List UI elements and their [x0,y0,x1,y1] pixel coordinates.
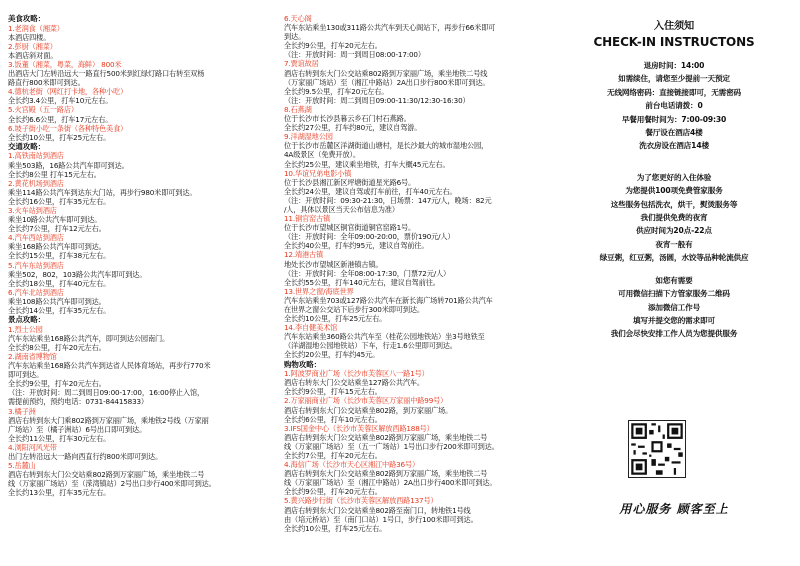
item-detail: 全长约27公里，打车约80元，建议自驾游。 [284,123,422,133]
item-detail: 汽车东站乘坐168路公共汽车到达省人民体育场站，再步行770米 [8,361,211,371]
checkin-title-en: CHECK-IN INSTRUCTONS [593,35,755,49]
item-detail: （注：开放时间：周一到周日08:00-17:00） [284,50,425,60]
item-detail: 酒店右转到东大门公交站乘802路到万家丽广场，乘坐地铁二号 [8,470,205,480]
item-title: 6.坡子街小吃一条街（各种特色美食） [8,123,128,133]
item-detail: 全长约6.6公里，打车17元左右。 [8,114,113,124]
item-title: 3.IFS国金中心（长沙市芙蓉区解放西路188号） [284,423,434,433]
item-title: 7.贾谊故居 [284,59,319,69]
item-detail: 乘坐168路公共汽车即可到达。 [8,242,106,252]
item-detail: 汽车东站乘坐168路公共汽车，即可到达公园南门。 [8,333,170,343]
item-detail: 全长约25公里，建议乘坐地铁，打车大概45元左右。 [284,159,450,169]
checkin-title: 入住须知 [653,21,695,32]
item-detail: 全长约24公里，建议自驾或打车前往，打车40元左右。 [284,186,457,196]
item-detail: 汽车东站乘坐360路公共汽车至（桂花公园地铁站）坐3号地铁至 [284,332,485,342]
item-detail: 全长约18公里，打车40元左右。 [8,278,111,288]
item-detail: （注：开放时间：全年08:00-17:30，门票72元/人） [284,268,451,278]
item-detail: 线（万家丽广场站）至（五一广场站）1号出口步行200米即可到达。 [284,441,499,451]
item-detail: 全长约14公里，打车35元左右。 [8,306,111,315]
item-detail: 乘坐503路，16路公共汽车即可到达。 [8,160,129,170]
item-detail: 全长约8公里 打车15元左右。 [8,169,101,179]
checkin-line: 无线网络密码：直接链接即可，无需密码 [607,87,741,97]
item-detail: 全长约10公里，打车25元左右。 [284,314,387,324]
checkin-line: 如需续住，请您至少提前一天预定 [618,74,730,84]
item-detail: 位于长沙市望城区铜官街道铜官窑路1号。 [284,223,416,233]
checkin-line: 可用微信扫描下方管家服务二维码 [618,289,730,299]
item-title: 6.汽车北站到酒店 [8,287,64,297]
item-detail: 乘坐114路公共汽车到达东大门站，再步行980米即可到达。 [8,187,197,197]
checkin-line [548,265,800,274]
item-detail: 广场站）至（橘子洲站）6号出口即可到达。 [8,424,147,434]
item-detail: 本酒店斜对面。 [8,50,58,60]
item-title: 2.万家丽商业广场（长沙市芙蓉区万家丽中路99号） [284,396,448,406]
item-detail: 全长约20公里，打车约45元。 [284,350,380,360]
item-title: 12.靖港古镇 [284,250,324,260]
item-detail: 全长约9公里，打车15元左右。 [284,387,382,397]
item-detail: 位于长沙市岳麓区洋湖街道山塘村，是长沙最大的城市湿地公园， [284,141,489,151]
item-title: 4.汽车西站到酒店 [8,233,64,243]
item-title: 1.烈士公园 [8,324,43,334]
item-detail: 全长约8公里，打车20元左右。 [8,342,106,352]
item-detail: 酒店右转东大门公交站乘坐127路公共汽车。 [284,378,424,388]
guide-column-middle [284,0,544,566]
item-detail: 全长约7公里，打车20元左右。 [284,451,382,460]
item-detail: （注：开放时间：09:30-21:30，日场票：147元/人，晚场：82元 [284,195,492,205]
item-detail: 线（万家丽广场站）至（湘江中路站）2A出口步行400米即可到达。 [284,478,497,488]
item-detail: 全长约9公里，打车20元左右。 [284,487,382,497]
checkin-line: 我们提供免费的夜宵 [640,213,708,223]
item-detail: 酒店右转到东大门公交站乘坐802路至南门口，转地铁1号线 [284,505,471,515]
checkin-line: 洗衣房设在酒店14楼 [639,141,709,151]
item-detail: 在世界之窗公交站下后步行300米即可到达。 [284,305,424,314]
checkin-line: 退房时间：14:00 [643,61,705,70]
item-title: 13.世界之窗/海底世界 [284,286,354,296]
item-detail: 需提前预约，预约电话：0731-84415833） [8,397,148,407]
section-heading: 交通攻略： [8,141,45,151]
item-detail: 酒店右转到东大门公交站乘坐802路到万家丽广场，乘坐地铁二号 [284,469,488,479]
item-detail: 4A级景区（免费开放）。 [284,150,360,160]
checkin-line: 这些服务包括洗衣，烘干，熨烫服务等 [610,199,738,209]
checkin-line [548,50,800,59]
item-title: 10.华谊兄弟电影小镇 [284,168,352,178]
item-title: 3.饭董（湘菜，粤菜，海鲜） 800米 [8,59,122,69]
item-detail: 酒店右转到东大门公交站乘坐802路，到万家丽广场。 [284,405,453,415]
item-title: 1.高铁南站到酒店 [8,151,64,161]
item-detail: 全长约15公里，打车38元左右。 [8,251,111,261]
item-detail: 全长约9公里，打车20元左右。 [8,379,106,389]
item-detail: 全长约55公里，打车140元左右，建议自驾前往。 [284,277,440,287]
item-detail: 全长约9.5公里，打车20元左右。 [284,86,389,96]
item-title: 4.海信广场（长沙市天心区湘江中路36号） [284,460,420,470]
item-detail: （注：开放时间：全年09:00-20:00，票价190元/人） [284,232,455,242]
item-detail: 全长约16公里，打车35元左右。 [8,196,111,206]
item-detail: 乘坐108路公共汽车即可到达。 [8,296,106,306]
item-detail: 到达。 [284,32,306,42]
hotel-motto: 用心服务 顾客至上 [619,502,729,516]
item-detail: 全长约10公里，打车25元左右。 [8,132,111,142]
item-detail: 线（万家丽广场站）至（溁湾镇站）2号出口步行400米即可到达。 [8,479,216,489]
item-title: 9.洋湖湿地公园 [284,132,333,142]
item-detail: 乘坐502，802，103路公共汽车即可到达。 [8,269,147,279]
checkin-line: 早餐用餐时间为：7:00-09:30 [621,114,727,124]
item-detail: 乘坐10路公共汽车即可到达。 [8,215,102,225]
item-detail: 本酒店四楼。 [8,32,51,42]
item-detail: 即可到达。 [8,370,44,380]
item-detail: 地处长沙市望城区新港镇古镇。 [284,259,383,269]
checkin-line: 前台电话请拨：0 [645,101,703,111]
item-detail: 全长约13公里，打车35元左右。 [8,488,111,498]
item-title: 2.湖南省博物馆 [8,351,57,361]
checkin-line: 为了您更好的入住体验 [636,172,712,182]
item-title: 6.天心阁 [284,14,312,23]
item-detail: 全长约6公里，打车10元左右。 [284,414,382,424]
checkin-line: 夜宵一般有 [655,239,693,249]
item-detail: 全长约40公里，打车约95元，建议自驾前往。 [284,241,429,251]
item-detail: 汽车东站乘坐130或311路公共汽车到天心阁站下，再步行66米即可 [284,23,496,33]
item-detail: 位于长沙市长沙县暮云乡石门村石燕路。 [284,114,411,124]
section-heading: 景点攻略： [8,315,45,325]
checkin-line: 添加微信工作号 [647,302,701,312]
item-detail: 酒店右转到东大门公交站乘802路到万家丽广场，乘坐地铁二号线 [284,68,488,78]
checkin-line: 填写并提交您的需求即可 [633,315,715,325]
item-detail: （注：开放时间：周二到周日09:00-11:30/12:30-16:30） [284,95,470,105]
section-heading: 购物攻略： [284,359,321,369]
item-title: 5.汽车东站到酒店 [8,260,64,270]
item-detail: 酒店右转到东大门公交站乘坐802路到万家丽广场，乘坐地铁二号 [284,432,488,442]
item-detail: 全长约9公里，打车20元左右。 [284,41,382,51]
item-detail: 酒店右转到东大门乘802路到万家丽广场，乘地铁2号线（万家丽 [8,415,209,425]
item-detail: 汽车东站乘坐703或127路公共汽车在新长海广场转701路公共汽车 [284,295,493,305]
item-detail: 出门左转沿远大一路向西直行约800米即可到达。 [8,452,163,461]
item-detail: 位于长沙县湘江新区坪塘街道星光路6号。 [284,177,416,187]
guide-column-left [8,0,280,566]
item-detail: 全长约10公里，打车25元左右。 [284,523,387,533]
item-title: 2.黄花机场到酒店 [8,178,64,188]
item-title: 5.黄兴路步行街（长沙市芙蓉区解放西路137号） [284,496,438,506]
checkin-column [548,0,800,566]
item-title: 4.德杭老街（网红打卡地，各种小吃） [8,87,128,97]
item-title: 14.李自健美术馆 [284,323,338,333]
wechat-qr-code[interactable] [628,420,686,478]
checkin-line [548,153,800,162]
item-detail: 全长约11公里，打车30元左右。 [8,433,111,443]
item-detail: 路直行800米即可到达。 [8,78,85,88]
checkin-line: 供应时间为20点-22点 [636,226,712,236]
item-title: 5.岳麓山 [8,461,36,471]
item-title: 8.石燕湖 [284,104,312,114]
checkin-line: 为您提供100项免费管家服务 [625,186,723,196]
section-heading: 美食攻略： [8,14,45,23]
item-title: 3.火车站到酒店 [8,205,57,215]
checkin-line [548,162,800,171]
item-title: 1.阿波罗商业广场（长沙市芙蓉区八一路1号） [284,369,429,379]
item-detail: （洋湖湿地公园地铁站）下车，行走1.6公里即可到达。 [284,341,457,351]
item-title: 2.彭厨（湘菜） [8,41,57,51]
item-title: 3.橘子洲 [8,406,36,416]
checkin-line: 餐厅设在酒店4楼 [645,128,703,138]
item-title: 1.老润食（湘菜） [8,23,64,33]
item-title: 4.浏阳河风光带 [8,442,57,452]
item-detail: /人，具体以景区当天公布信息为准） [284,204,399,214]
checkin-line: 我们会尽快安排工作人员为您提供服务 [610,329,738,339]
item-title: 11.铜官窑古镇 [284,214,331,224]
item-detail: 全长约7公里，打车12元左右。 [8,224,106,234]
item-title: 5.火宫殿（五一路店） [8,105,78,115]
item-detail: （万家丽广场站）至（湘江中路站）2A出口步行800米即可到达。 [284,77,490,87]
item-detail: （注：开放时间：周二到周日09:00-17:00，16:00停止入馆， [8,388,205,398]
checkin-line: 绿豆粥，红豆粥，汤圆，水饺等品种轮流供应 [599,253,749,263]
checkin-line: 如您有需要 [655,275,693,285]
item-detail: 全长约3.4公里，打车10元左右。 [8,96,113,106]
item-detail: 出酒店大门左转沿远大一路直行500米到红绿灯路口右转至双杨 [8,69,205,79]
item-detail: 由（培元桥站）至（南门口站）1号口，步行100米即可到达。 [284,514,478,524]
